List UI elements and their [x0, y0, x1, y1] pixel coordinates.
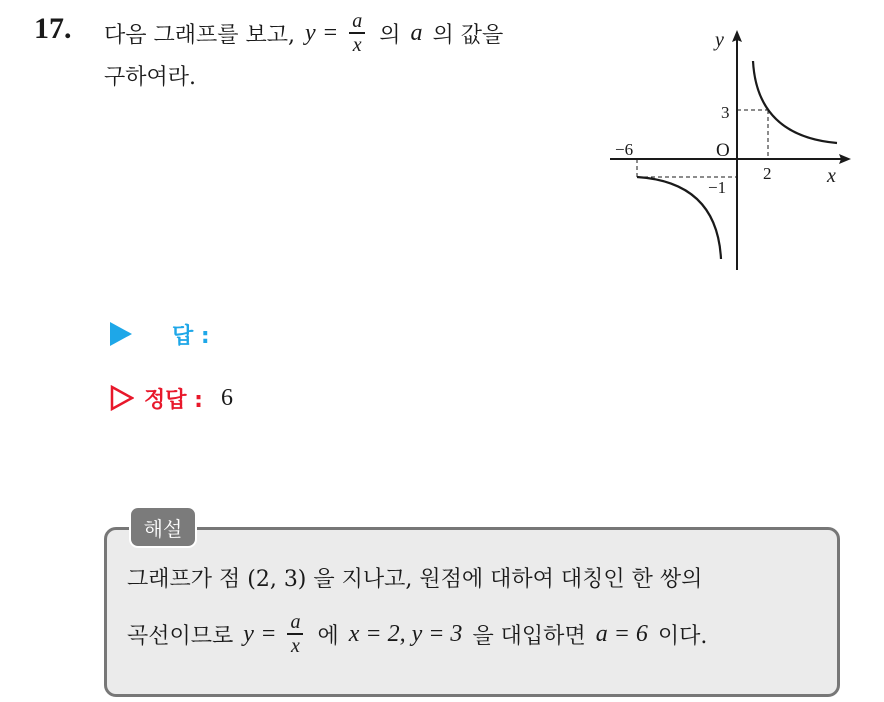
formula-numerator: a: [352, 10, 363, 33]
explanation-text-end: 이다.: [657, 623, 708, 649]
question-variable: a: [410, 19, 423, 46]
solution-value: 6: [220, 384, 233, 411]
solution-row: [110, 382, 233, 414]
explanation-line-1: 그래프가 점 (2, 3) 을 지나고, 원점에 대하여 대칭인 한 쌍의: [127, 567, 703, 592]
tick-label-x2: 2: [763, 164, 772, 183]
explanation-tag: 해설: [129, 506, 197, 548]
question-line-1: [104, 6, 503, 60]
explanation-substitution: x = 2, y = 3: [348, 620, 463, 647]
explanation-text-mid-2: 을 대입하면: [472, 623, 586, 649]
tick-label-x-neg6: −6: [615, 140, 634, 159]
question-text-end: 의 값을: [432, 22, 504, 48]
formula-fraction: [349, 10, 365, 55]
explanation-fraction: [287, 611, 303, 656]
hyperbola-graph: [605, 26, 855, 276]
formula-denominator: x: [352, 33, 362, 56]
explanation-text-start: 곡선이므로: [127, 623, 234, 649]
tick-label-y-neg1: −1: [708, 178, 727, 197]
origin-label: O: [716, 140, 730, 161]
explanation-result: a = 6: [595, 620, 648, 647]
solution-label: 정답 :: [144, 387, 203, 413]
curve-quadrant-1: [753, 61, 837, 143]
formula-lhs: y: [305, 19, 316, 46]
y-axis-label: y: [715, 29, 724, 51]
question-line-2: 구하여라.: [104, 65, 197, 90]
explanation-lhs: y: [243, 620, 254, 647]
question-number: 17.: [34, 12, 72, 45]
explanation-line-2: [127, 606, 707, 662]
play-outline-icon: [110, 385, 134, 411]
explanation-numerator: a: [290, 611, 301, 634]
question-text-start: 다음 그래프를 보고,: [104, 22, 295, 48]
answer-label: 답 :: [172, 323, 210, 349]
question-text-mid: 의: [379, 22, 401, 48]
explanation-text-mid: 에: [317, 623, 339, 649]
formula-equals: =: [323, 19, 338, 46]
explanation-denominator: x: [291, 634, 300, 657]
answer-row: [110, 318, 210, 350]
x-axis-label: x: [827, 165, 836, 187]
play-icon: [110, 322, 132, 346]
explanation-equals: =: [261, 620, 276, 647]
tick-label-y3: 3: [721, 103, 730, 122]
